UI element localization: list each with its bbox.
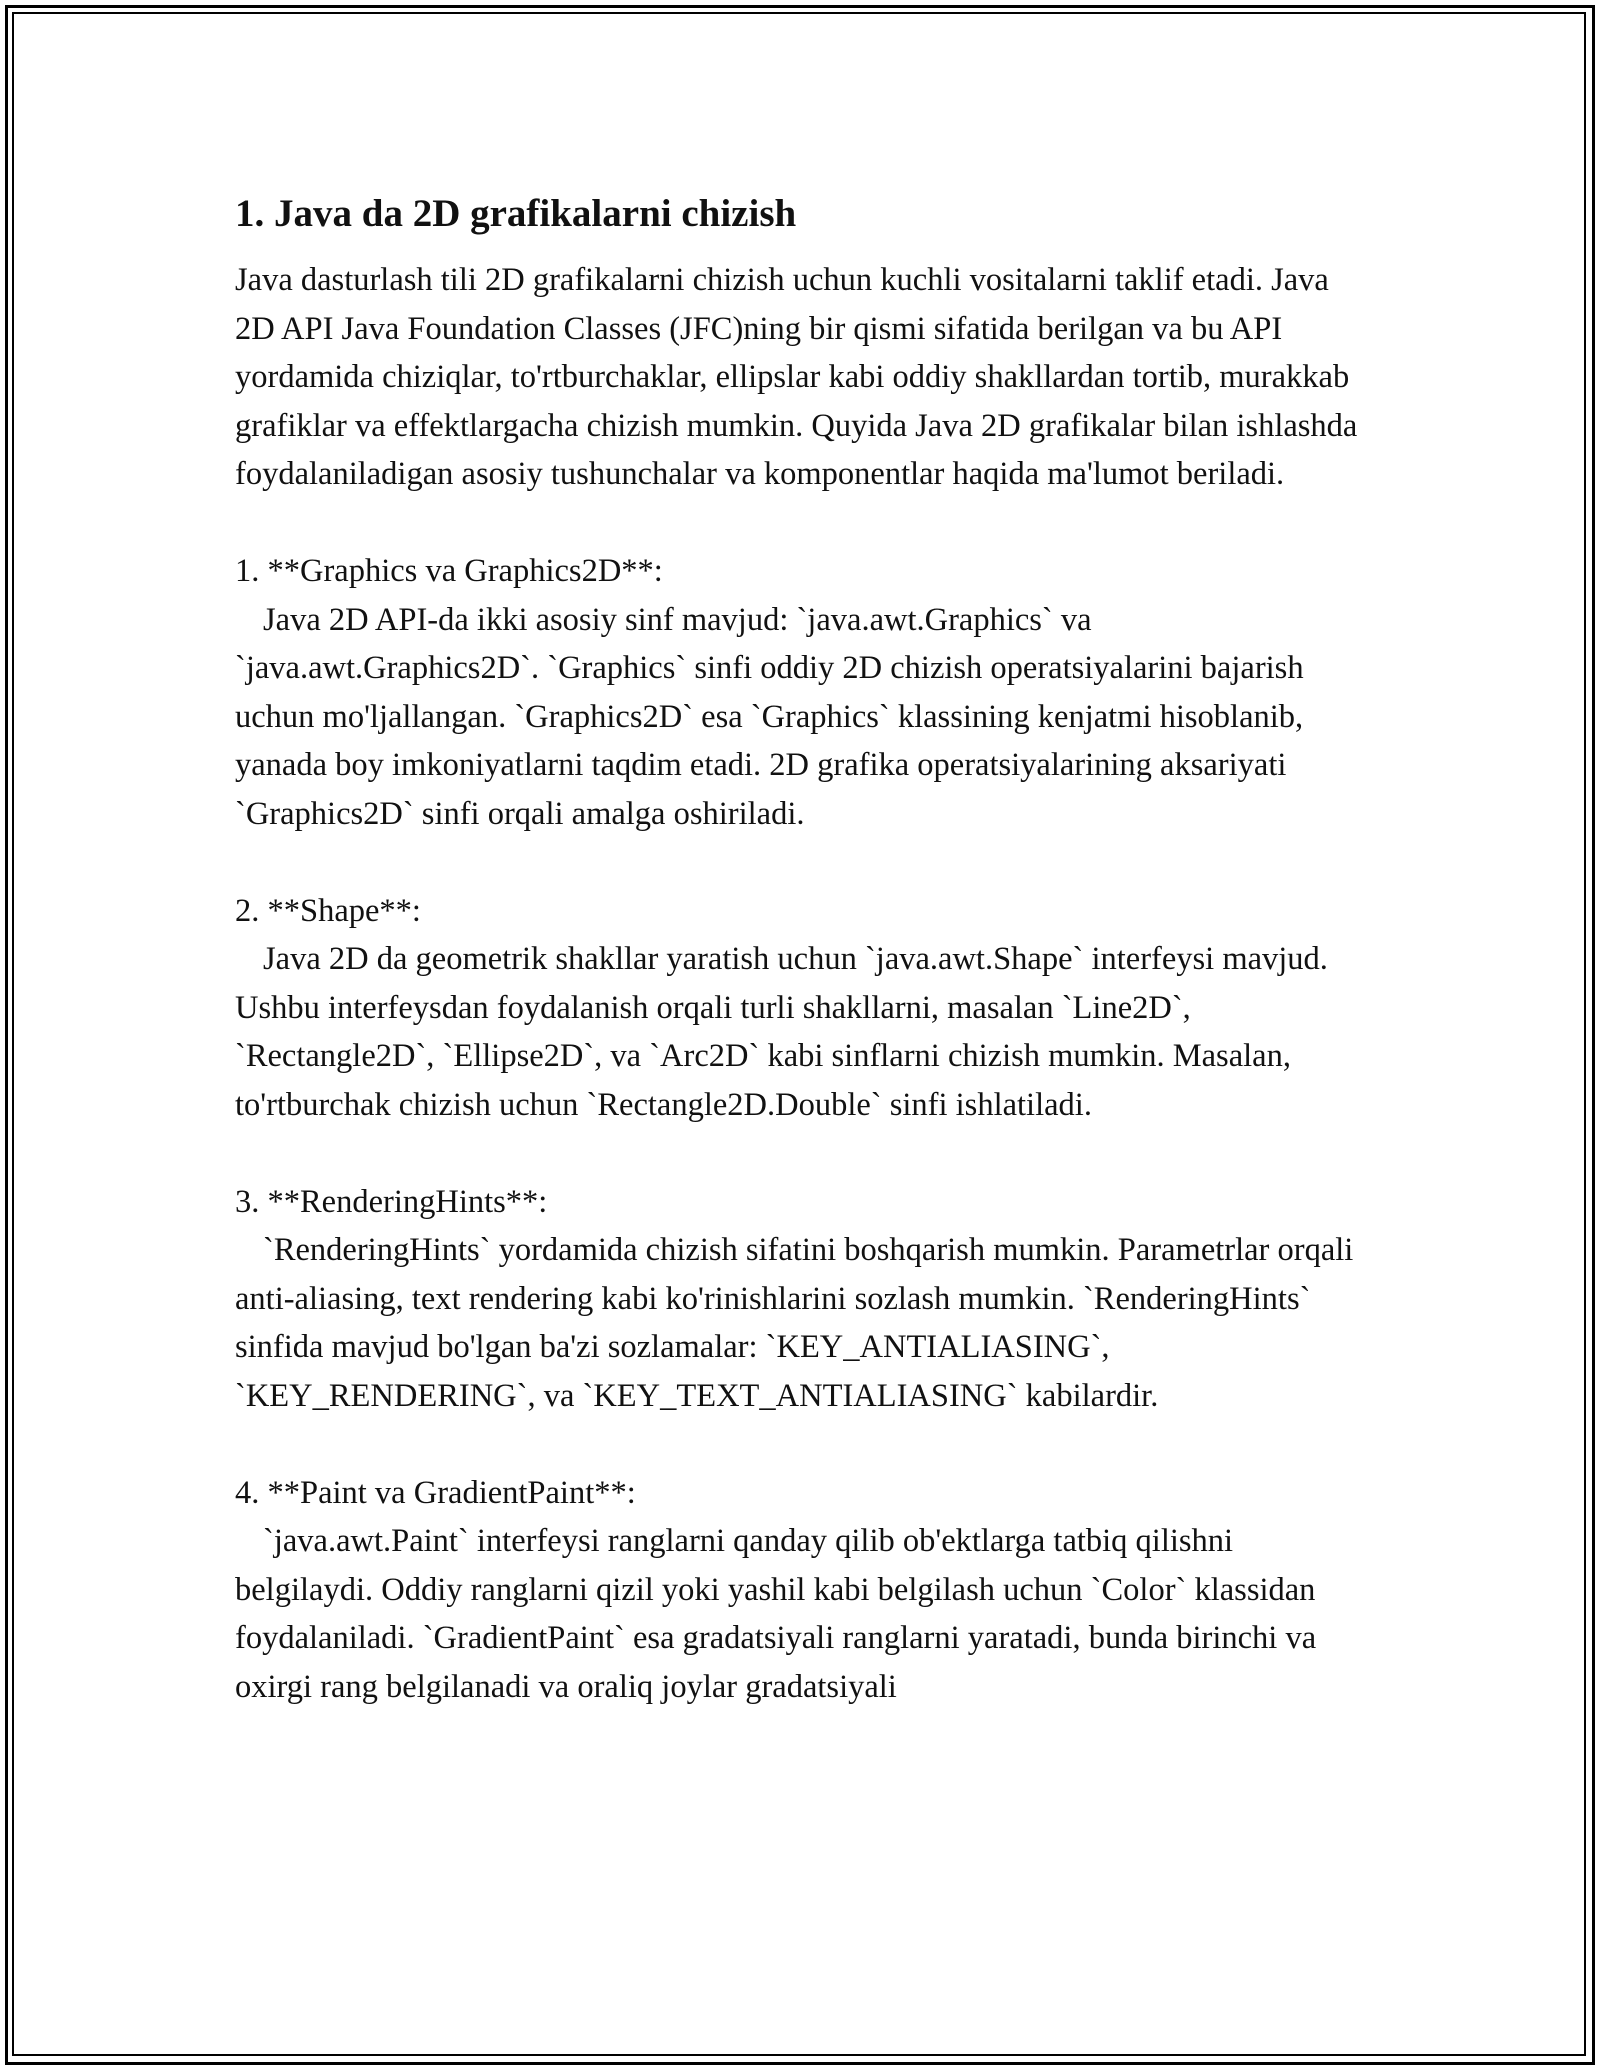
section-title: 3. **RenderingHints**: — [235, 1183, 548, 1220]
section-body: Java 2D API-da ikki asosiy sinf mavjud: `java.awt.Graphics` va `java.awt.Graphics2D`. `Graphics` sinfi oddiy 2D chizish operatsiyalarini bajarish uchun mo'ljallangan. `Graphics2D` esa `Graphics` klassining kenjatmi hisoblanib, yanada boy imkoniyatlarni taqdim etadi. 2D grafika operatsiyalarining aksariyati `Graphics2D` sinfi orqali amalga oshiriladi. — [235, 601, 1304, 832]
intro-paragraph: Java dasturlash tili 2D grafikalarni chizish uchun kuchli vositalarni taklif etadi. Java 2D API Java Foundation Classes (JFC)ning bir qismi sifatida berilgan va bu API yordamida chiziqlar, to'rtburchaklar, ellipslar kabi oddiy shakllardan tortib, murakkab grafiklar va effektlargacha chizish mumkin. Quyida Java 2D grafikalar bilan ishlashda foydalaniladigan asosiy tushunchalar va komponentlar haqida ma'lumot beriladi. — [235, 262, 1358, 492]
section-body: `RenderingHints` yordamida chizish sifatini boshqarish mumkin. Parametrlar orqali anti-aliasing, text rendering kabi ko'rinishlarini sozlash mumkin. `RenderingHints` sinfida mavjud bo'lgan ba'zi sozlamalar: `KEY_ANTIALIASING`, `KEY_RENDERING`, va `KEY_TEXT_ANTIALIASING` kabilardir. — [235, 1232, 1354, 1414]
section-body: Java 2D da geometrik shakllar yaratish uchun `java.awt.Shape` interfeysi mavjud. Ushbu interfeysdan foydalanish orqali turli shakllarni, masalan `Line2D`, `Rectangle2D`, `Ellipse2D`, va `Arc2D` kabi sinflarni chizish mumkin. Masalan, to'rtburchak chizish uchun `Rectangle2D.Double` sinfi ishlatiladi. — [235, 941, 1328, 1123]
section-shape — [235, 887, 1375, 1130]
document-content — [235, 186, 1375, 1760]
document-heading: 1. Java da 2D grafikalarni chizish — [235, 192, 797, 235]
section-rendering-hints — [235, 1178, 1375, 1421]
section-title: 4. **Paint va GradientPaint**: — [235, 1474, 636, 1511]
section-paint — [235, 1469, 1375, 1712]
section-body: `java.awt.Paint` interfeysi ranglarni qanday qilib ob'ektlarga tatbiq qilishni belgilaydi. Oddiy ranglarni qizil yoki yashil kabi belgilash uchun `Color` klassidan foydalaniladi. `GradientPaint` esa gradatsiyali ranglarni yaratadi, bunda birinchi va oxirgi rang belgilanadi va oraliq joylar gradatsiyali — [235, 1523, 1317, 1705]
section-title: 2. **Shape**: — [235, 892, 421, 929]
section-graphics — [235, 547, 1375, 838]
section-title: 1. **Graphics va Graphics2D**: — [235, 553, 663, 589]
